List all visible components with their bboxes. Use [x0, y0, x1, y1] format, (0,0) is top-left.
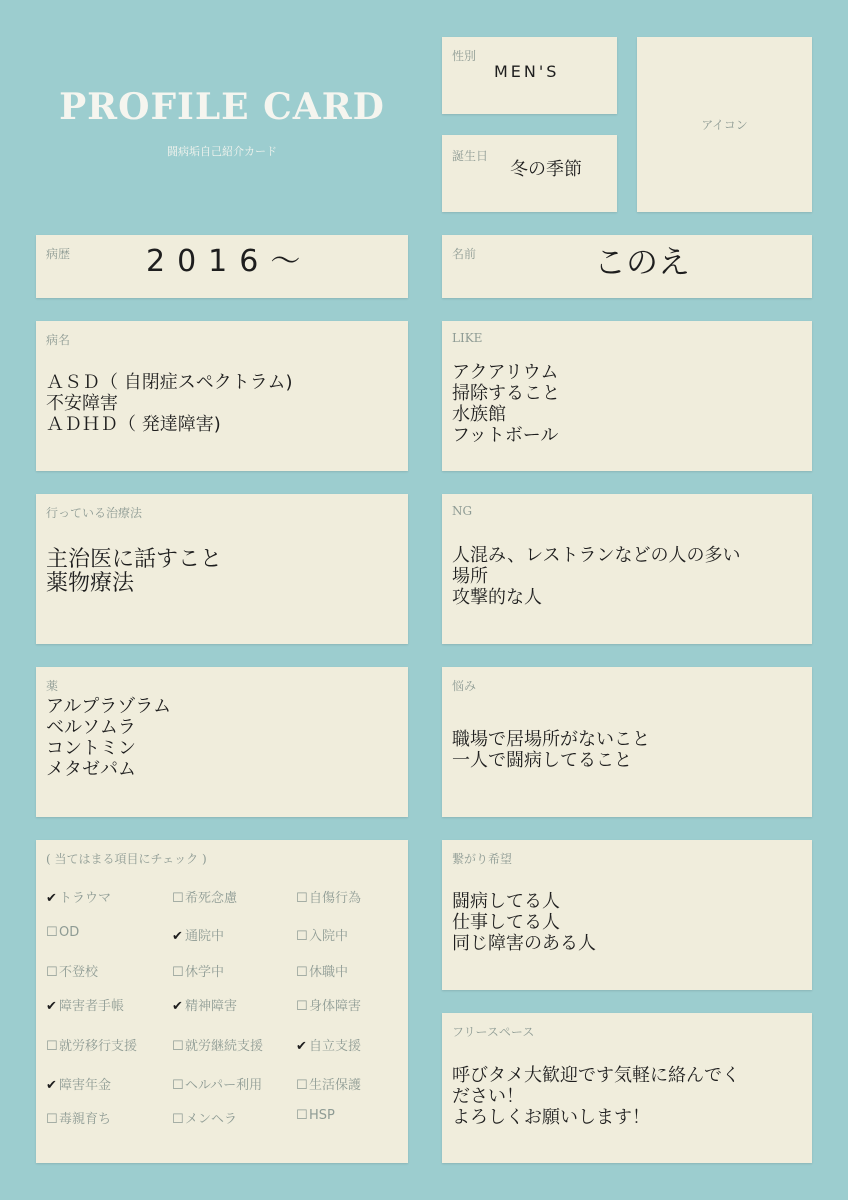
checklist-item[interactable] [172, 925, 224, 944]
free-space-label: フリースペース [452, 1025, 535, 1039]
checklist-item[interactable] [172, 1074, 262, 1093]
checklist-item-label: 精神障害 [185, 999, 238, 1014]
checklist-item[interactable] [296, 1074, 361, 1093]
ng-line: 人混み、レストランなどの人の多い [452, 545, 741, 566]
checklist-card [36, 840, 408, 1163]
checklist-item-label: 自立支援 [309, 1039, 362, 1054]
ng-line: 攻撃的な人 [452, 587, 542, 608]
medicine-line: アルプラゾラム [46, 696, 172, 717]
gender-card [442, 37, 617, 114]
name-value: このえ [594, 243, 691, 281]
history-value: 2016～ [146, 244, 313, 279]
connection-line: 仕事してる人 [452, 912, 560, 933]
checkbox-icon[interactable]: ☐ [172, 1078, 184, 1093]
birthday-value: 冬の季節 [510, 159, 582, 180]
gender-label: 性別 [452, 49, 477, 63]
name-card [442, 235, 812, 298]
checklist-item[interactable] [172, 887, 237, 906]
checkbox-icon[interactable]: ☐ [172, 965, 184, 980]
checklist-item-label: OD [59, 925, 80, 940]
checkmark-icon[interactable]: ✔ [172, 999, 183, 1014]
checklist-item-label: 自傷行為 [309, 891, 362, 906]
page-title: PROFILE CARD [59, 86, 385, 128]
treatment-label: 行っている治療法 [46, 506, 143, 520]
checkmark-icon[interactable]: ✔ [46, 891, 57, 906]
checkmark-icon[interactable]: ✔ [46, 1078, 57, 1093]
checkbox-icon[interactable]: ☐ [296, 965, 308, 980]
worry-label: 悩み [452, 679, 477, 693]
checklist-item-label: 障害年金 [59, 1078, 112, 1093]
like-line: 水族館 [452, 404, 506, 425]
checklist-item[interactable] [296, 1108, 335, 1123]
medicine-card [36, 667, 408, 817]
checklist-item-label: ヘルパー利用 [185, 1078, 263, 1093]
medicine-label: 薬 [46, 679, 59, 693]
like-card [442, 321, 812, 471]
worry-line: 一人で闘病してること [452, 750, 632, 771]
checklist-item[interactable] [296, 1035, 361, 1054]
ng-label: NG [452, 504, 473, 518]
checklist-item[interactable] [46, 995, 124, 1014]
like-line: フットボール [452, 425, 559, 446]
checklist-item[interactable] [46, 961, 98, 980]
gender-value: MEN'S [494, 62, 560, 81]
checkbox-icon[interactable]: ☐ [46, 925, 58, 940]
connection-label: 繋がり希望 [452, 852, 513, 866]
disease-card [36, 321, 408, 471]
disease-line: ＡＳＤ（ 自閉症スペクトラム) [46, 372, 293, 393]
history-label: 病歴 [46, 247, 71, 261]
treatment-line: 薬物療法 [46, 571, 135, 596]
checklist-item[interactable] [296, 925, 348, 944]
checklist-item-label: 不登校 [59, 965, 99, 980]
disease-label: 病名 [46, 333, 71, 347]
checklist-item[interactable] [46, 1074, 111, 1093]
free-space-line: 呼びタメ大歓迎です気軽に絡んでく [452, 1065, 740, 1086]
birthday-label: 誕生日 [452, 149, 489, 163]
checklist-item-label: 就労継続支援 [185, 1039, 264, 1054]
like-line: アクアリウム [452, 362, 559, 383]
worry-card [442, 667, 812, 817]
medicine-line: メタゼパム [46, 759, 136, 780]
ng-line: 場所 [452, 566, 488, 587]
checklist-item-label: 休学中 [185, 965, 225, 980]
checklist-item[interactable] [296, 995, 361, 1014]
treatment-card [36, 494, 408, 644]
ng-card [442, 494, 812, 644]
checklist-item-label: 休職中 [309, 965, 349, 980]
free-space-card [442, 1013, 812, 1163]
worry-line: 職場で居場所がないこと [452, 729, 650, 750]
like-line: 掃除すること [452, 383, 560, 404]
checkbox-icon[interactable]: ☐ [296, 891, 308, 906]
checklist-item[interactable] [46, 887, 111, 906]
page-subtitle: 闘病垢自己紹介カード [167, 145, 277, 158]
connection-card [442, 840, 812, 990]
checkbox-icon[interactable]: ☐ [172, 1112, 184, 1127]
checklist-item-label: 障害者手帳 [59, 999, 125, 1014]
checkbox-icon[interactable]: ☐ [46, 965, 58, 980]
connection-line: 闘病してる人 [452, 891, 560, 912]
disease-line: ＡＤＨＤ（ 発達障害) [46, 414, 221, 435]
checkmark-icon[interactable]: ✔ [296, 1039, 307, 1054]
checklist-item-label: トラウマ [59, 891, 112, 906]
checkbox-icon[interactable]: ☐ [296, 1078, 308, 1093]
checkbox-icon[interactable]: ☐ [296, 1108, 308, 1123]
checkbox-icon[interactable]: ☐ [172, 891, 184, 906]
checklist-item-label: 生活保護 [309, 1078, 362, 1093]
checklist-item-label: メンヘラ [185, 1112, 238, 1127]
checklist-item-label: 入院中 [309, 929, 349, 944]
checklist-item[interactable] [172, 961, 224, 980]
checkmark-icon[interactable]: ✔ [46, 999, 57, 1014]
checklist-item[interactable] [172, 1108, 237, 1127]
checkbox-icon[interactable]: ☐ [172, 1039, 184, 1054]
medicine-line: コントミン [46, 738, 136, 759]
checklist-item-label: 希死念慮 [185, 891, 238, 906]
checkbox-icon[interactable]: ☐ [46, 1112, 58, 1127]
birthday-card [442, 135, 617, 212]
checklist-header: ( 当てはまる項目にチェック ) [46, 852, 207, 866]
checklist-item[interactable] [296, 887, 361, 906]
medicine-line: ベルソムラ [46, 717, 136, 738]
checkmark-icon[interactable]: ✔ [172, 929, 183, 944]
checkbox-icon[interactable]: ☐ [296, 929, 308, 944]
checklist-item-label: 通院中 [185, 929, 225, 944]
checklist-item[interactable] [172, 1035, 263, 1054]
checkbox-icon[interactable]: ☐ [296, 999, 308, 1014]
icon-card [637, 37, 812, 212]
checklist-item[interactable] [46, 925, 79, 940]
checklist-item-label: HSP [309, 1108, 335, 1123]
checklist-item[interactable] [296, 961, 348, 980]
checklist-item-label: 身体障害 [309, 999, 362, 1014]
like-label: LIKE [452, 331, 483, 345]
name-label: 名前 [452, 247, 477, 261]
checklist-item[interactable] [172, 995, 237, 1014]
checklist-item-label: 毒親育ち [59, 1112, 112, 1127]
checkbox-icon[interactable]: ☐ [46, 1039, 58, 1054]
treatment-line: 主治医に話すこと [46, 547, 223, 572]
checklist-item[interactable] [46, 1108, 111, 1127]
connection-line: 同じ障害のある人 [452, 933, 596, 954]
history-card [36, 235, 408, 298]
checklist-item-label: 就労移行支援 [59, 1039, 138, 1054]
checklist-item[interactable] [46, 1035, 137, 1054]
icon-placeholder-label: アイコン [701, 118, 748, 132]
free-space-line: よろしくお願いします！ [452, 1107, 650, 1128]
free-space-line: ださい！ [452, 1086, 524, 1107]
disease-line: 不安障害 [46, 393, 118, 414]
